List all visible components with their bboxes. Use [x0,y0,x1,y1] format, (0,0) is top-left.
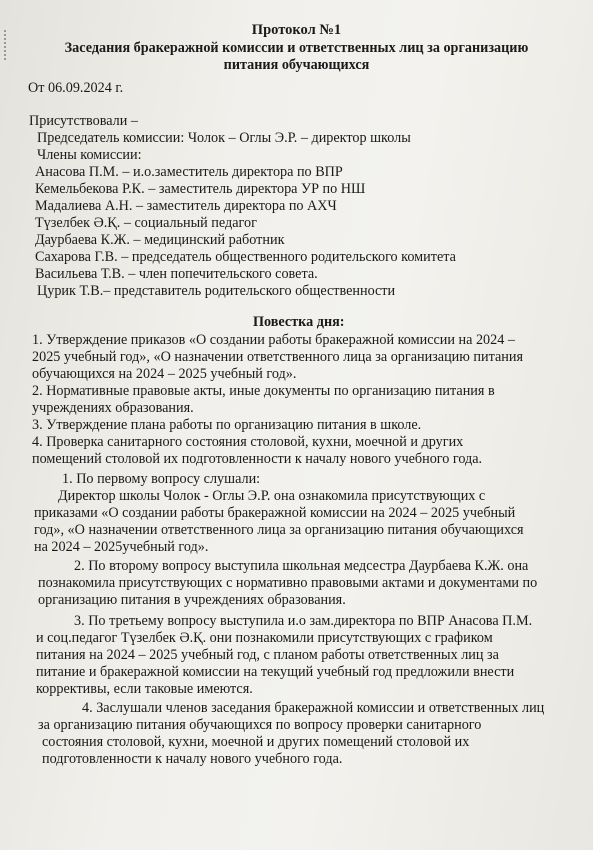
document-title: Протокол №1 [251,22,342,38]
body-line: организацию питания в учреждениях образования. [38,592,346,608]
body-line: 1. По первому вопросу слушали: [62,471,261,487]
agenda-line: помещений столовой их подготовленности к началу нового учебного года. [32,451,483,467]
member-line: Цурик Т.В.– представитель родительского общественности [37,283,396,299]
body-line: питания на 2024 – 2025 учебный год, с планом работы ответственных лиц за [36,647,499,663]
member-line: Кемельбекова Р.К. – заместитель директора УР по НШ [35,181,366,197]
agenda-line: обучающихся на 2024 – 2025 учебный год». [32,366,297,382]
member-line: Сахарова Г.В. – председатель общественного родительского комитета [35,249,456,265]
members-heading: Члены комиссии: [37,147,142,163]
document-subtitle-line2: питания обучающихся [223,57,370,73]
body-line: познакомила присутствующих с нормативно правовыми актами и документами по [38,575,538,591]
member-line: Анасова П.М. – и.о.заместитель директора по ВПР [35,164,343,180]
document-subtitle-line1: Заседания бракеражной комиссии и ответственных лиц за организацию [64,40,529,56]
present-heading: Присутствовали – [29,113,138,129]
agenda-line: 2025 учебный год», «О назначении ответственного лица за организацию питания [32,349,523,365]
body-line: состояния столовой, кухни, моечной и других помещений столовой их [42,734,470,750]
body-line: 4. Заслушали членов заседания бракеражной комиссии и ответственных лиц [82,700,545,716]
body-line: 3. По третьему вопросу выступила и.о зам.директора по ВПР Анасова П.М. [74,613,533,629]
body-line: год», «О назначении ответственного лица за организацию питания обучающихся [34,522,524,538]
body-line: питание и бракеражной комиссии на текущий учебный год предложили внести [36,664,515,680]
member-line: Васильева Т.В. – член попечительского совета. [35,266,318,282]
body-line: 2. По второму вопросу выступила школьная медсестра Даурбаева К.Ж. она [74,558,529,574]
agenda-line: учреждениях образования. [32,400,194,416]
agenda-line: 2. Нормативные правовые акты, иные документы по организацию питания в [32,383,495,399]
agenda-line: 1. Утверждение приказов «О создании работы бракеражной комиссии на 2024 – [32,332,515,348]
member-line: Түзелбек Ә.Қ. – социальный педагог [35,215,257,231]
agenda-heading: Повестка дня: [253,314,345,330]
chairman-line: Председатель комиссии: Чолок – Оглы Э.Р. – директор школы [37,130,411,146]
member-line: Мадалиева А.Н. – заместитель директора по АХЧ [35,198,337,214]
document-date: От 06.09.2024 г. [28,80,124,96]
body-line: и соц.педагог Түзелбек Ә.Қ. они познакомили присутствующих с графиком [36,630,493,646]
body-line: за организацию питания обучающихся по вопросу проверки санитарного [38,717,482,733]
member-line: Даурбаева К.Ж. – медицинский работник [35,232,285,248]
body-line: Директор школы Чолок - Оглы Э.Р. она ознакомила присутствующих с [58,488,486,504]
body-line: приказами «О создании работы бракеражной комиссии на 2024 – 2025 учебный [34,505,516,521]
agenda-line: 3. Утверждение плана работы по организацию питания в школе. [32,417,422,433]
body-line: подготовленности к началу нового учебного года. [42,751,343,767]
body-line: на 2024 – 2025учебный год». [34,539,209,555]
body-line: коррективы, если таковые имеются. [36,681,253,697]
agenda-line: 4. Проверка санитарного состояния столовой, кухни, моечной и других [32,434,464,450]
